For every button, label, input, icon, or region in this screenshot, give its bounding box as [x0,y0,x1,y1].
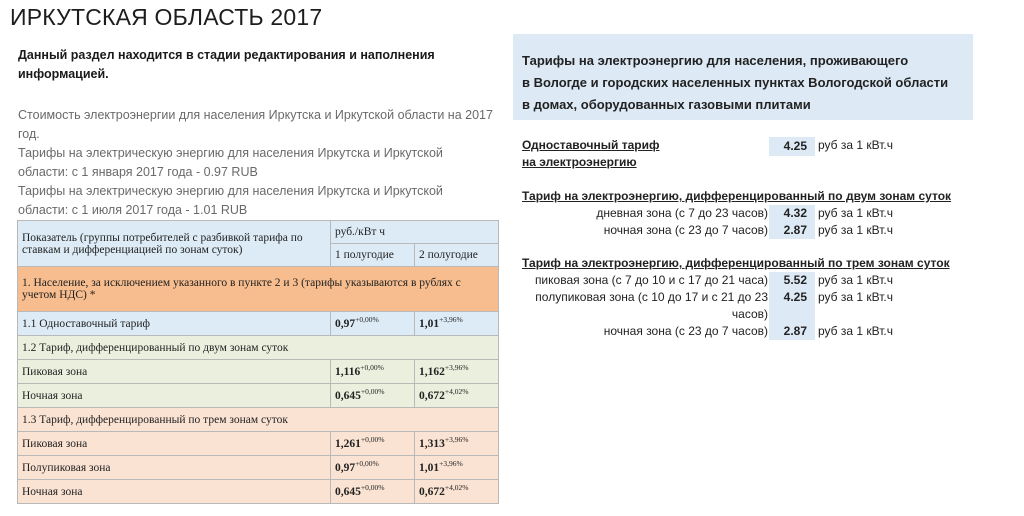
subsection-row [18,408,499,432]
unit-label: руб за 1 кВт.ч [818,138,894,152]
header-unit-cell: руб./кВт ч [331,221,499,244]
three-zone-night-value: 2.87 [769,323,815,340]
header-label-cell: Показатель (группы потребителей с разбивкой тарифа по ставкам и дифференциацией по зонам суток) [18,221,331,267]
notice-line-1: Данный раздел находится в стадии редактирования и наполнения [18,48,435,62]
three-zone-half-value: 4.25 [769,289,815,323]
two-zone-night-value: 2.87 [769,222,815,239]
table-header-row [18,221,499,244]
unit-label: руб за 1 кВт.ч [818,324,894,338]
three-zone-night-label: ночная зона (с 23 до 7 часов) [603,324,768,338]
vologda-tariff-header [513,34,973,120]
unit-label: руб за 1 кВт.ч [818,273,894,287]
notice-line-2: информацией. [18,67,109,81]
value-cell: $0,672^{+4,02\%}$ [415,480,499,504]
subsection-title: 1.2 Тариф, дифференцированный по двум зонам суток [18,336,499,360]
table-row [18,360,499,384]
value-cell: $1,313^{+3,96\%}$ [415,432,499,456]
value-cell: $0,645^{+0,00\%}$ [331,384,415,408]
table-row [18,432,499,456]
value-cell: $0,672^{+4,02\%}$ [415,384,499,408]
unit-label: руб за 1 кВт.ч [818,223,894,237]
value-cell: $0,97^{+0,00\%}$ [331,456,415,480]
single-tariff-title-1: Одноставочный тариф [522,138,660,152]
value-cell: $1,162^{+3,96\%}$ [415,360,499,384]
row-label: Полупиковая зона [18,456,331,480]
two-zone-title: Тариф на электроэнергию, дифференцированный по двум зонам суток [522,189,952,203]
tariff-table [17,220,499,504]
subsection-title: 1.3 Тариф, дифференцированный по трем зонам суток [18,408,499,432]
value-cell: $1,01^{+3,96\%}$ [415,456,499,480]
unit-label: руб за 1 кВт.ч [818,206,894,220]
value-cell: $1,01^{+3,96\%}$ [415,312,499,336]
intro-text [18,106,496,220]
row-label: Ночная зона [18,480,331,504]
header-line: Тарифы на электроэнергию для населения, проживающего [522,53,909,68]
section-title: 1. Население, за исключением указанного в пункте 2 и 3 (тарифы указываются в рублях с учетом НДС) * [18,267,499,312]
single-tariff-value: 4.25 [769,137,815,156]
three-zone-peak-label: пиковая зона (с 7 до 10 и с 17 до 21 часа) [534,273,768,287]
three-zone-peak-value: 5.52 [769,272,815,289]
page-title: ИРКУТСКАЯ ОБЛАСТЬ 2017 [10,4,323,30]
unit-label: руб за 1 кВт.ч [818,290,894,304]
intro-paragraph: Тарифы на электрическую энергию для населения Иркутска и Иркутской области: с 1 июля 2017 года - 1.01 RUB [18,184,443,217]
header-h1-cell: 1 полугодие [331,244,415,267]
row-label: Ночная зона [18,384,331,408]
header-line: в домах, оборудованных газовыми плитами [522,97,811,112]
value-cell: $1,261^{+0,00\%}$ [331,432,415,456]
value-cell: $0,645^{+0,00\%}$ [331,480,415,504]
subsection-row [18,336,499,360]
single-tariff-title-2: на электроэнергию [522,155,637,169]
row-label: Пиковая зона [18,432,331,456]
two-zone-night-label: ночная зона (с 23 до 7 часов) [603,223,768,237]
three-zone-half-label-cont: часов) [731,307,768,321]
table-row [18,456,499,480]
two-zone-day-label: дневная зона (с 7 до 23 часов) [596,206,768,220]
header-h2-cell: 2 полугодие [415,244,499,267]
row-label: Пиковая зона [18,360,331,384]
row-label: 1.1 Одноставочный тариф [18,312,331,336]
two-zone-day-value: 4.32 [769,205,815,222]
header-line: в Вологде и городских населенных пунктах Вологодской области [522,75,949,90]
intro-paragraph: Тарифы на электрическую энергию для населения Иркутска и Иркутской области: с 1 января 2017 года - 0.97 RUB [18,146,443,179]
three-zone-half-label: полупиковая зона (с 10 до 17 и с 21 до 23 [535,290,768,304]
table-row [18,384,499,408]
section-row [18,267,499,312]
table-row [18,312,499,336]
table-row [18,480,499,504]
intro-paragraph: Стоимость электроэнергии для населения Иркутска и Иркутской области на 2017 год. [18,108,493,141]
value-cell: $0,97^{+0,00\%}$ [331,312,415,336]
value-cell: $1,116^{+0,00\%}$ [331,360,415,384]
three-zone-title: Тариф на электроэнергию, дифференцированный по трем зонам суток [522,256,950,270]
editing-notice [18,46,438,84]
